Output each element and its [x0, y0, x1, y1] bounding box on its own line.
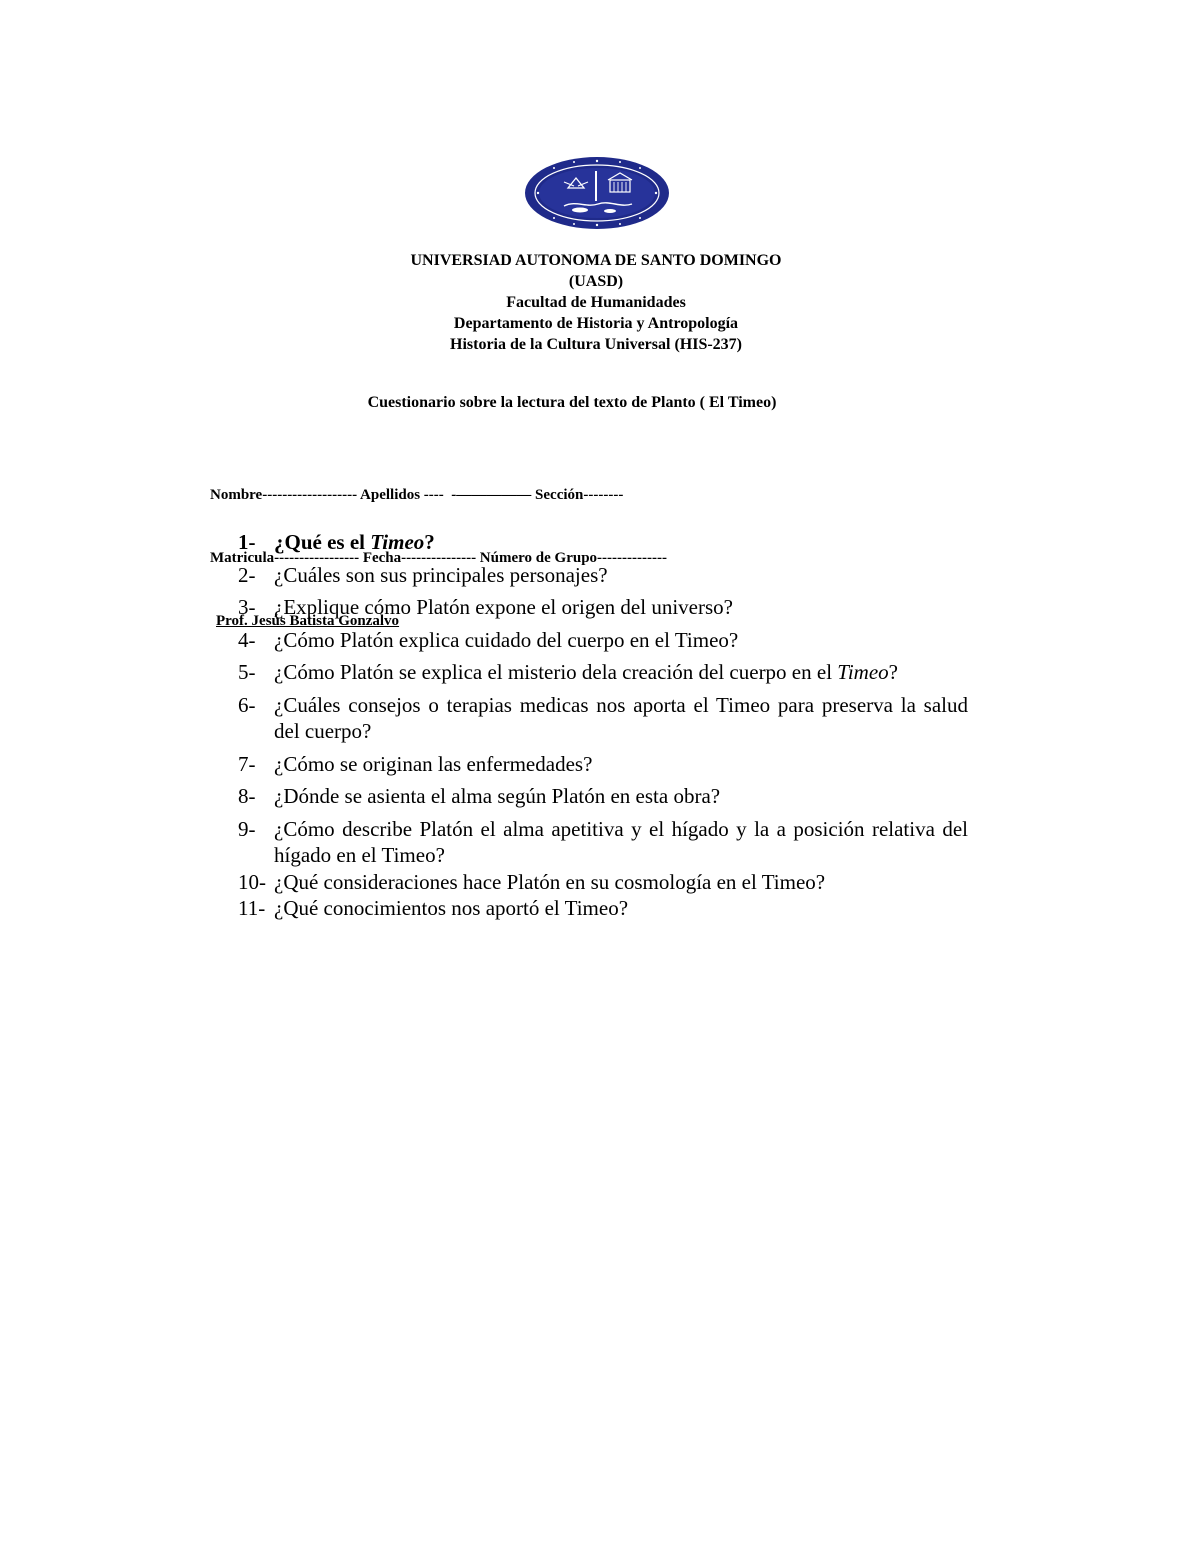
question-item: [238, 816, 968, 869]
question-text: ¿Cómo Platón se explica el misterio dela creación del cuerpo en el Timeo?: [274, 660, 898, 684]
question-text: ¿Qué es el Timeo?: [274, 530, 435, 554]
question-text: ¿Cuáles consejos o terapias medicas nos aporta el Timeo para preserva la salud del cuerpo?: [274, 692, 968, 743]
question-number: 8-: [238, 784, 256, 808]
question-item: [238, 783, 968, 810]
question-item: [238, 562, 968, 589]
question-text: ¿Cómo se originan las enfermedades?: [274, 751, 593, 776]
department-name: Departamento de Historia y Antropología: [453, 315, 739, 332]
question-text: ¿Qué conocimientos nos aportó el Timeo?: [274, 896, 629, 920]
university-name: UNIVERSIAD AUTONOMA DE SANTO DOMINGO: [410, 252, 782, 269]
question-list: [238, 529, 968, 922]
question-item: [238, 692, 968, 745]
question-item: [238, 659, 968, 686]
form-line-name: Nombre------------------- Apellidos ---- -————— Sección--------: [210, 487, 624, 503]
question-number: 5-: [238, 660, 256, 684]
question-item: [238, 529, 968, 556]
question-number: 1-: [238, 530, 256, 554]
question-number: 6-: [238, 692, 256, 717]
question-text: ¿Dónde se asienta el alma según Platón en esta obra?: [274, 784, 721, 808]
course-name: Historia de la Cultura Universal (HIS-237): [450, 336, 742, 353]
university-acronym: (UASD): [568, 273, 624, 290]
question-number: 10-: [238, 869, 266, 894]
questionnaire-title: Cuestionario sobre la lectura del texto de Planto ( El Timeo): [367, 394, 777, 411]
question-number: 3-: [238, 595, 256, 619]
question-item: [238, 594, 968, 621]
question-number: 2-: [238, 562, 256, 587]
question-item: [238, 751, 968, 778]
university-seal-icon: [524, 156, 670, 230]
question-text: ¿Cuáles son sus principales personajes?: [274, 562, 608, 587]
question-text: ¿Qué consideraciones hace Platón en su cosmología en el Timeo?: [274, 869, 826, 894]
professor-name: Prof. Jesús Batista Gonzalvo: [216, 613, 400, 629]
question-item: [238, 627, 968, 654]
question-item: [238, 869, 968, 896]
question-text: ¿Cómo describe Platón el alma apetitiva y el hígado y la a posición relativa del hígado en el Timeo?: [274, 816, 968, 867]
question-number: 7-: [238, 751, 256, 776]
form-line-registration: Matricula----------------- Fecha--------------- Número de Grupo--------------: [210, 550, 667, 566]
document-header: [0, 250, 1200, 355]
faculty-name: Facultad de Humanidades: [506, 294, 686, 311]
question-number: 9-: [238, 816, 256, 841]
question-text: ¿Explique cómo Platón expone el origen del universo?: [274, 595, 733, 619]
question-item: [238, 895, 968, 922]
question-number: 11-: [238, 896, 266, 920]
question-text: ¿Cómo Platón explica cuidado del cuerpo en el Timeo?: [274, 627, 739, 652]
question-number: 4-: [238, 627, 256, 652]
